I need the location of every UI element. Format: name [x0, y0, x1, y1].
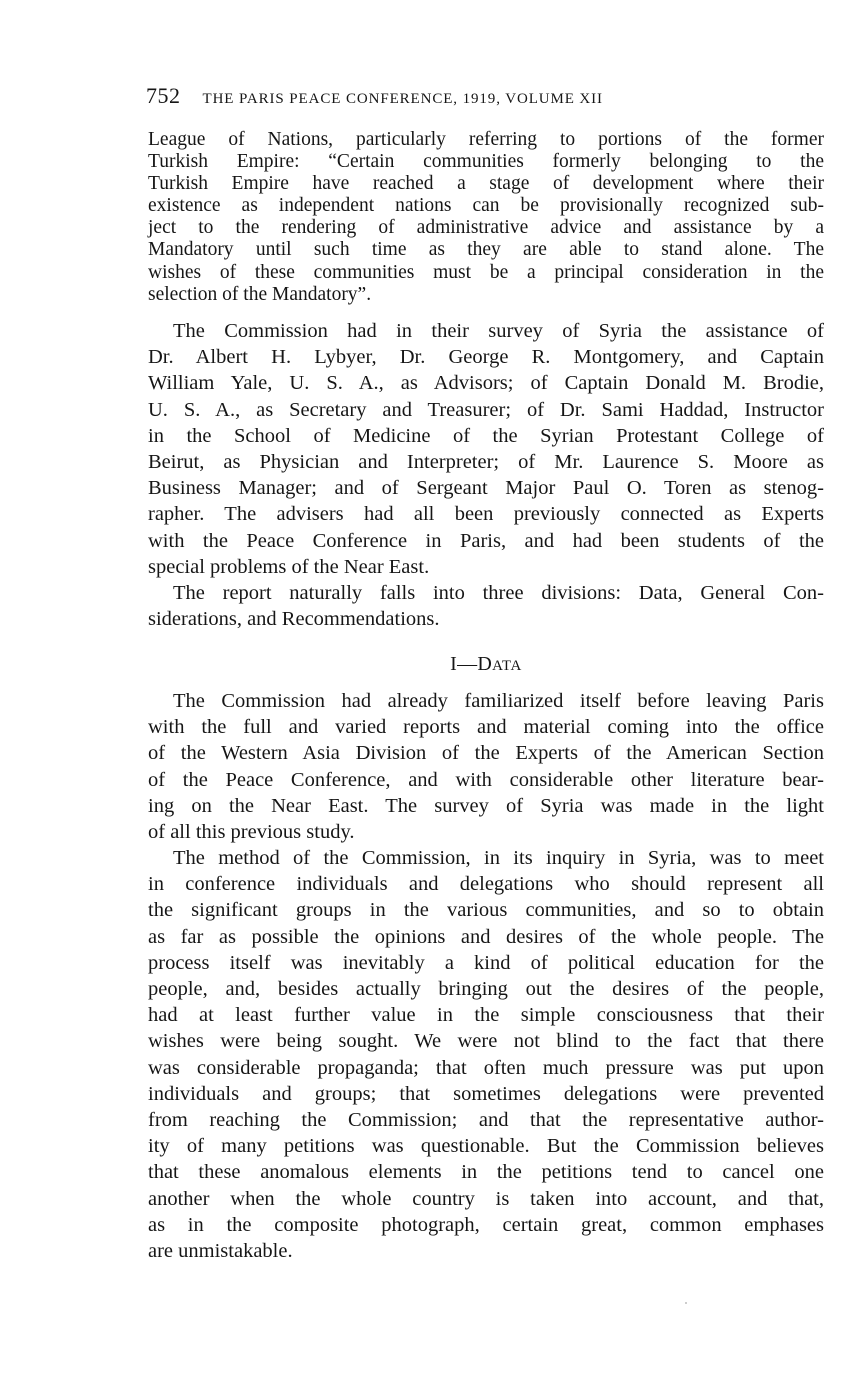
text-line: The Commission had already familiarized itself before leaving Paris	[173, 690, 824, 712]
text-line: had at least further value in the simple consciousness that their	[148, 1004, 824, 1027]
text-line: The report naturally falls into three divisions: Data, General Con-	[173, 582, 824, 604]
running-title: THE PARIS PEACE CONFERENCE, 1919, VOLUME XII	[202, 91, 603, 107]
text-line: Dr. Albert H. Lybyer, Dr. George R. Montgomery, and Captain	[148, 346, 824, 369]
paragraph-quote-continuation	[148, 129, 824, 306]
text-line: was considerable propaganda; that often much pressure was put upon	[148, 1056, 824, 1079]
text-line: Turkish Empire have reached a stage of development where their	[148, 173, 824, 195]
text-line: another when the whole country is taken into account, and that,	[148, 1187, 824, 1210]
section-heading-smallcaps: ATA	[492, 658, 522, 674]
text-line: U. S. A., as Secretary and Treasurer; of Dr. Sami Haddad, Instructor	[148, 398, 824, 421]
running-header	[146, 83, 826, 113]
text-line: existence as independent nations can be provisionally recognized sub-	[148, 195, 824, 217]
text-line: as in the composite photograph, certain great, common emphases	[148, 1213, 824, 1236]
text-line: from reaching the Commission; and that the representative author-	[148, 1109, 824, 1132]
text-line: League of Nations, particularly referring to portions of the former	[148, 129, 824, 150]
text-line: Turkish Empire: “Certain communities formerly belonging to the	[148, 151, 824, 173]
text-line: Business Manager; and of Sergeant Major Paul O. Toren as stenog-	[148, 477, 824, 500]
text-line: people, and, besides actually bringing out the desires of the people,	[148, 978, 824, 1001]
text-line: wishes were being sought. We were not blind to the fact that there	[148, 1030, 824, 1053]
page-number: 752	[146, 83, 181, 108]
paper-speck	[685, 1302, 687, 1304]
text-line: siderations, and Recommendations.	[148, 608, 440, 631]
paragraph-prior-study	[148, 688, 824, 845]
text-line: William Yale, U. S. A., as Advisors; of Captain Donald M. Brodie,	[148, 372, 824, 395]
text-line: individuals and groups; that sometimes delegations were prevented	[148, 1082, 824, 1105]
text-line: of the Western Asia Division of the Experts of the American Section	[148, 742, 824, 765]
text-line: selection of the Mandatory”.	[148, 283, 372, 305]
text-line: ity of many petitions was questionable. But the Commission believes	[148, 1135, 824, 1158]
paragraph-report-divisions	[148, 580, 824, 632]
section-heading-data	[148, 652, 824, 678]
text-line: Mandatory until such time as they are able to stand alone. The	[148, 239, 824, 261]
text-line: rapher. The advisers had all been previously connected as Experts	[148, 503, 824, 526]
text-line: of all this previous study.	[148, 821, 355, 844]
text-line: The method of the Commission, in its inquiry in Syria, was to meet	[173, 847, 824, 869]
paragraph-commission-staff	[148, 318, 824, 580]
text-line: special problems of the Near East.	[148, 555, 430, 578]
text-line: that these anomalous elements in the petitions tend to cancel one	[148, 1161, 824, 1184]
text-line: wishes of these communities must be a principal consideration in the	[148, 261, 824, 283]
text-line: ing on the Near East. The survey of Syria was made in the light	[148, 794, 824, 817]
text-line: The Commission had in their survey of Syria the assistance of	[173, 320, 824, 342]
text-line: Beirut, as Physician and Interpreter; of Mr. Laurence S. Moore as	[148, 451, 824, 474]
text-line: with the full and varied reports and material coming into the office	[148, 716, 824, 739]
text-line: in conference individuals and delegations who should represent all	[148, 873, 824, 896]
section-heading-numeral: I—D	[450, 653, 493, 675]
text-line: are unmistakable.	[148, 1240, 293, 1263]
text-line: process itself was inevitably a kind of political education for the	[148, 951, 824, 974]
text-line: with the Peace Conference in Paris, and had been students of the	[148, 529, 824, 552]
text-line: of the Peace Conference, and with considerable other literature bear-	[148, 768, 824, 791]
text-line: as far as possible the opinions and desires of the whole people. The	[148, 925, 824, 948]
paragraph-method	[148, 845, 824, 1264]
text-line: the significant groups in the various communities, and so to obtain	[148, 899, 824, 922]
text-line: in the School of Medicine of the Syrian Protestant College of	[148, 424, 824, 447]
text-line: ject to the rendering of administrative advice and assistance by a	[148, 217, 824, 239]
